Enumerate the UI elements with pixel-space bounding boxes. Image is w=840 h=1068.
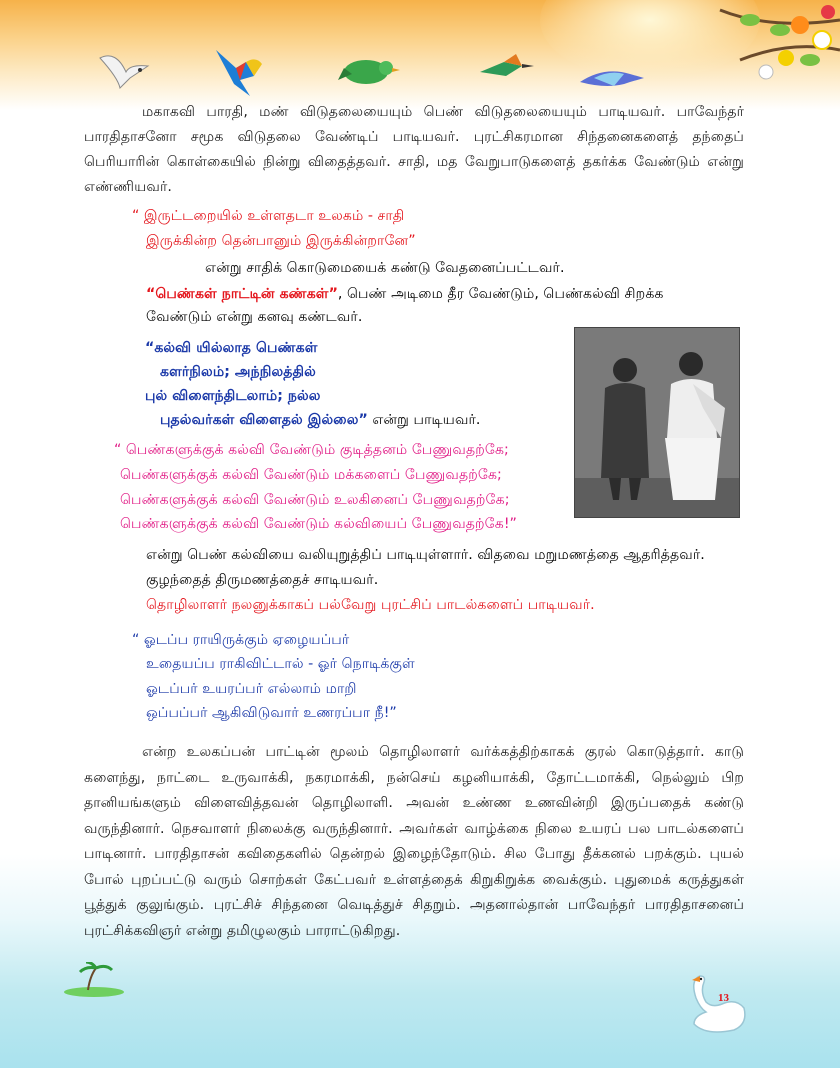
after-quote3-line1: என்று பெண் கல்வியை வலியுறுத்திப் பாடியுள்ளார். விதவை மறுமணத்தை ஆதரித்தவர். [146, 547, 705, 563]
closing-paragraph: என்ற உலகப்பன் பாட்டின் மூலம் தொழிலாளர் வர்க்கத்திற்காகக் குரல் கொடுத்தார். காடு களைந்து, நாட்டை உருவாக்கி, நகரமாக்கி, நன்செய் கழனியாக்கி, தோட்டமாக்கி, நெல்லும் பிற தானியங்களும் விளைவித்தவன் தொழிலாளி. அவன் உண்ண உணவின்றி இருப்பதைக் கண்டு வருந்தினார். நெசவாளர் நிலைக்கு வருந்தினார். அவர்கள் வாழ்க்கை நிலை உயரப் பல பாடல்களைப் பாடினார். பாரதிதாசன் கவிதைகளில் தென்றல் இழைந்தோடும். சில போது தீக்கனல் பறக்கும். புயல் போல் புறப்பட்டு வரும் சொற்கள் கேட்பவர் உள்ளத்தைக் கிறுகிறுக்க வைக்கும். புதுமைக் கருத்துகள் பூத்துக் குலுங்கும். புரட்சிச் சிந்தனை வெடித்துச் சிதறும். அதனால்தான் பாவேந்தர் பாரதிதாசனைப் புரட்சிக்கவிஞர் என்று தமிழுலகும் பாராட்டுகிறது. [84, 744, 744, 939]
after-quote1-text: என்று சாதிக் கொடுமையைக் கண்டு வேதனைப்பட்டவர். [205, 260, 565, 276]
quote2-line4 [160, 410, 480, 430]
women-line2: வேண்டும் என்று கனவு கண்டவர். [146, 309, 363, 325]
island-icon [62, 962, 132, 998]
women-eyes-highlight: “பெண்கள் நாட்டின் கண்கள்” [146, 286, 338, 302]
green-bird-icon [336, 44, 402, 94]
page-number: 13 [718, 992, 729, 1004]
quote2-line3: புல் விளைந்திடலாம்; நல்ல [145, 388, 321, 404]
quote3-line2: பெண்களுக்குக் கல்வி வேண்டும் மக்களைப் பேணுவதற்கே; [120, 467, 502, 483]
quote4-line1: “ ஓடப்ப ராயிருக்கும் ஏழையப்பர் [132, 632, 350, 648]
macaw-icon [210, 40, 280, 98]
quote2-line4-rest: என்று பாடியவர். [367, 412, 481, 428]
women-eyes-line [146, 284, 663, 304]
quote4-line3: ஓடப்பர் உயரப்பர் எல்லாம் மாறி [146, 681, 357, 697]
portrait-photo [574, 327, 740, 518]
flower-branch-icon [710, 0, 840, 95]
quote4-line4: ஒப்பப்பர் ஆகிவிடுவார் உணரப்பா நீ!” [146, 705, 397, 721]
quote2-line2: களர்நிலம்; அந்நிலத்தில் [160, 364, 316, 380]
intro-paragraph: மகாகவி பாரதி, மண் விடுதலையையும் பெண் விடுதலையையும் பாடியவர். பாவேந்தர் பாரதிதாசனோ சமூக விடுதலை வேண்டிப் பாடியவர். புரட்சிகரமான சிந்தனைகளைத் தந்தைப் பெரியாரின் கொள்கையில் நின்று விதைத்தவர். சாதி, மத வேறுபாடுகளைத் தகர்க்க வேண்டும் என்று எண்ணியவர். [84, 104, 744, 195]
quote3-line1: “ பெண்களுக்குக் கல்வி வேண்டும் குடித்தனம் பேணுவதற்கே; [114, 442, 509, 458]
quote1-line1: “ இருட்டறையில் உள்ளதடா உலகம் - சாதி [132, 208, 405, 224]
roller-bird-icon [574, 56, 650, 100]
quote3-line3: பெண்களுக்குக் கல்வி வேண்டும் உலகினைப் பேணுவதற்கே; [120, 492, 510, 508]
quote2-line1: “கல்வி யில்லாத பெண்கள் [145, 340, 318, 356]
quote3-line4: பெண்களுக்குக் கல்வி வேண்டும் கல்வியைப் பேணுவதற்கே!” [120, 516, 517, 532]
quote4-line2: உதையப்ப ராகிவிட்டால் - ஓர் நொடிக்குள் [146, 656, 415, 672]
seagull-icon [96, 44, 156, 94]
women-line1-rest: , பெண் அடிமை தீர வேண்டும், பெண்கல்வி சிறக்க [337, 286, 664, 302]
after-quote3-line2: குழந்தைத் திருமணத்தைச் சாடியவர். [146, 572, 379, 588]
bee-eater-icon [476, 44, 536, 88]
couple-photo-image [575, 328, 739, 517]
after-quote3-line3: தொழிலாளர் நலனுக்காகப் பல்வேறு புரட்சிப் பாடல்களைப் பாடியவர். [146, 597, 595, 613]
quote2-line4-bold: புதல்வர்கள் விளைதல் இல்லை” [160, 412, 368, 428]
quote1-line2: இருக்கின்ற தென்பானும் இருக்கின்றானே” [146, 233, 416, 249]
